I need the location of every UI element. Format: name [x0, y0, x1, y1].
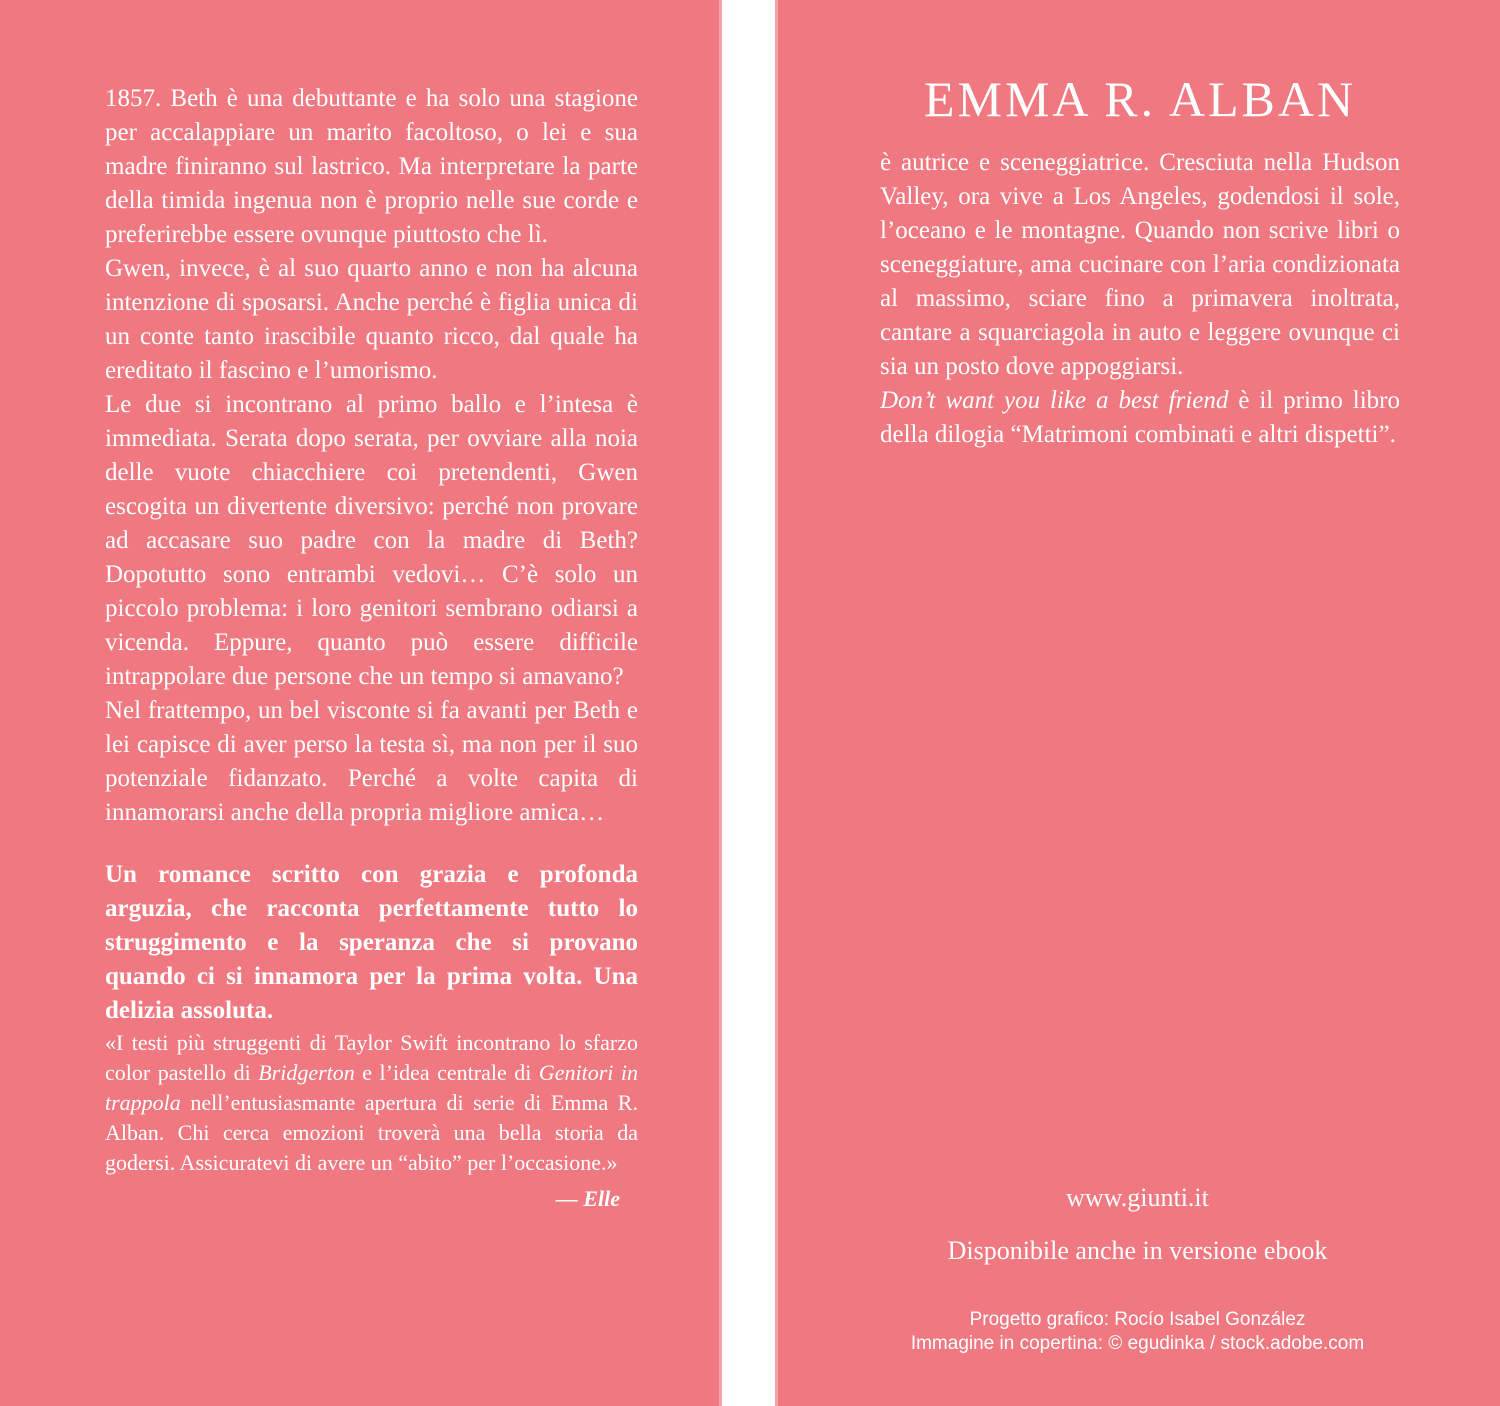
synopsis-paragraph: Nel frattempo, un bel visconte si fa avanti per Beth e lei capisce di aver perso la testa sì, ma non per il suo potenziale fidanzato. Perché a volte capita di innamorarsi anche della propria migliore amica…: [105, 697, 638, 826]
bio-paragraph: è autrice e sceneggiatrice. Cresciuta nella Hudson Valley, ora vive a Los Angeles, godendosi il sole, l’oceano e le montagne. Quando non scrive libri o sceneggiature, ama cucinare con l’aria condizionata al massimo, sciare fino a primavera inoltrata, cantare a squarciagola in auto e leggere ovunque ci sia un posto dove appoggiarsi.: [880, 149, 1400, 380]
ebook-availability-note: Disponibile anche in versione ebook: [947, 1236, 1328, 1265]
highlight-paragraph: Un romance scritto con grazia e profonda arguzia, che racconta perfettamente tutto lo struggimento e la speranza che si provano quando ci si innamora per la prima volta. Una delizia assoluta.: [105, 861, 638, 1024]
press-quote-title-genitori-in-trappola: Genitori in trappola: [105, 1060, 638, 1115]
publisher-website: www.giunti.it: [1066, 1183, 1209, 1212]
author-bio: [880, 146, 1400, 452]
synopsis-paragraph: Gwen, invece, è al suo quarto anno e non ha alcuna intenzione di sposarsi. Anche perché è figlia unica di un conte tanto irascibile quanto ricco, dal quale ha ereditato il fascino e l’umorismo.: [105, 255, 638, 384]
press-quote: [105, 1028, 638, 1178]
synopsis-paragraph: Le due si incontrano al primo ballo e l’intesa è immediata. Serata dopo serata, per ovviare alla noia delle vuote chiacchiere coi pretendenti, Gwen escogita un divertente diversivo: perché non provare ad accasare suo padre con la madre di Beth? Dopotutto sono entrambi vedovi… C’è solo un piccolo problema: i loro genitori sembrano odiarsi a vicenda. Eppure, quanto può essere difficile intrappolare due persone che un tempo si amavano?: [105, 391, 638, 690]
bio-paragraph-segment: è il primo libro della dilogia “Matrimoni combinati e altri dispetti”.: [880, 387, 1401, 448]
author-name-heading: EMMA R. ALBAN: [923, 71, 1357, 127]
credits-block: [775, 1308, 1500, 1356]
left-flap-text-column: [105, 82, 638, 1214]
synopsis-paragraph: 1857. Beth è una debuttante e ha solo una stagione per accalappiare un marito facoltoso, o lei e sua madre finiranno sul lastrico. Ma interpretare la parte della timida ingenua non è proprio nelle sue corde e preferirebbe essere ovunque piuttosto che lì.: [105, 85, 638, 248]
bio-paragraph: [880, 384, 1400, 452]
quote-attribution: — Elle: [555, 1186, 620, 1211]
press-quote-title-bridgerton: Bridgerton: [258, 1060, 355, 1085]
cover-image-credit: Immagine in copertina: © egudinka / stock.adobe.com: [910, 1333, 1365, 1354]
press-quote-segment: nell’entusiasmante apertura di serie di Emma R. Alban. Chi cerca emozioni troverà una bella storia da godersi. Assicuratevi di avere un “abito” per l’occasione.»: [105, 1090, 638, 1175]
book-title-dont-want-you-like-a-best-friend: Don’t want you like a best friend: [880, 387, 1229, 414]
design-credit: Progetto grafico: Rocío Isabel González: [969, 1309, 1306, 1330]
press-quote-segment: «I testi più struggenti di Taylor Swift incontrano lo sfarzo color pastello di: [105, 1030, 638, 1085]
press-quote-segment: e l’idea centrale di: [354, 1060, 539, 1085]
spine-gap: [722, 0, 775, 1406]
